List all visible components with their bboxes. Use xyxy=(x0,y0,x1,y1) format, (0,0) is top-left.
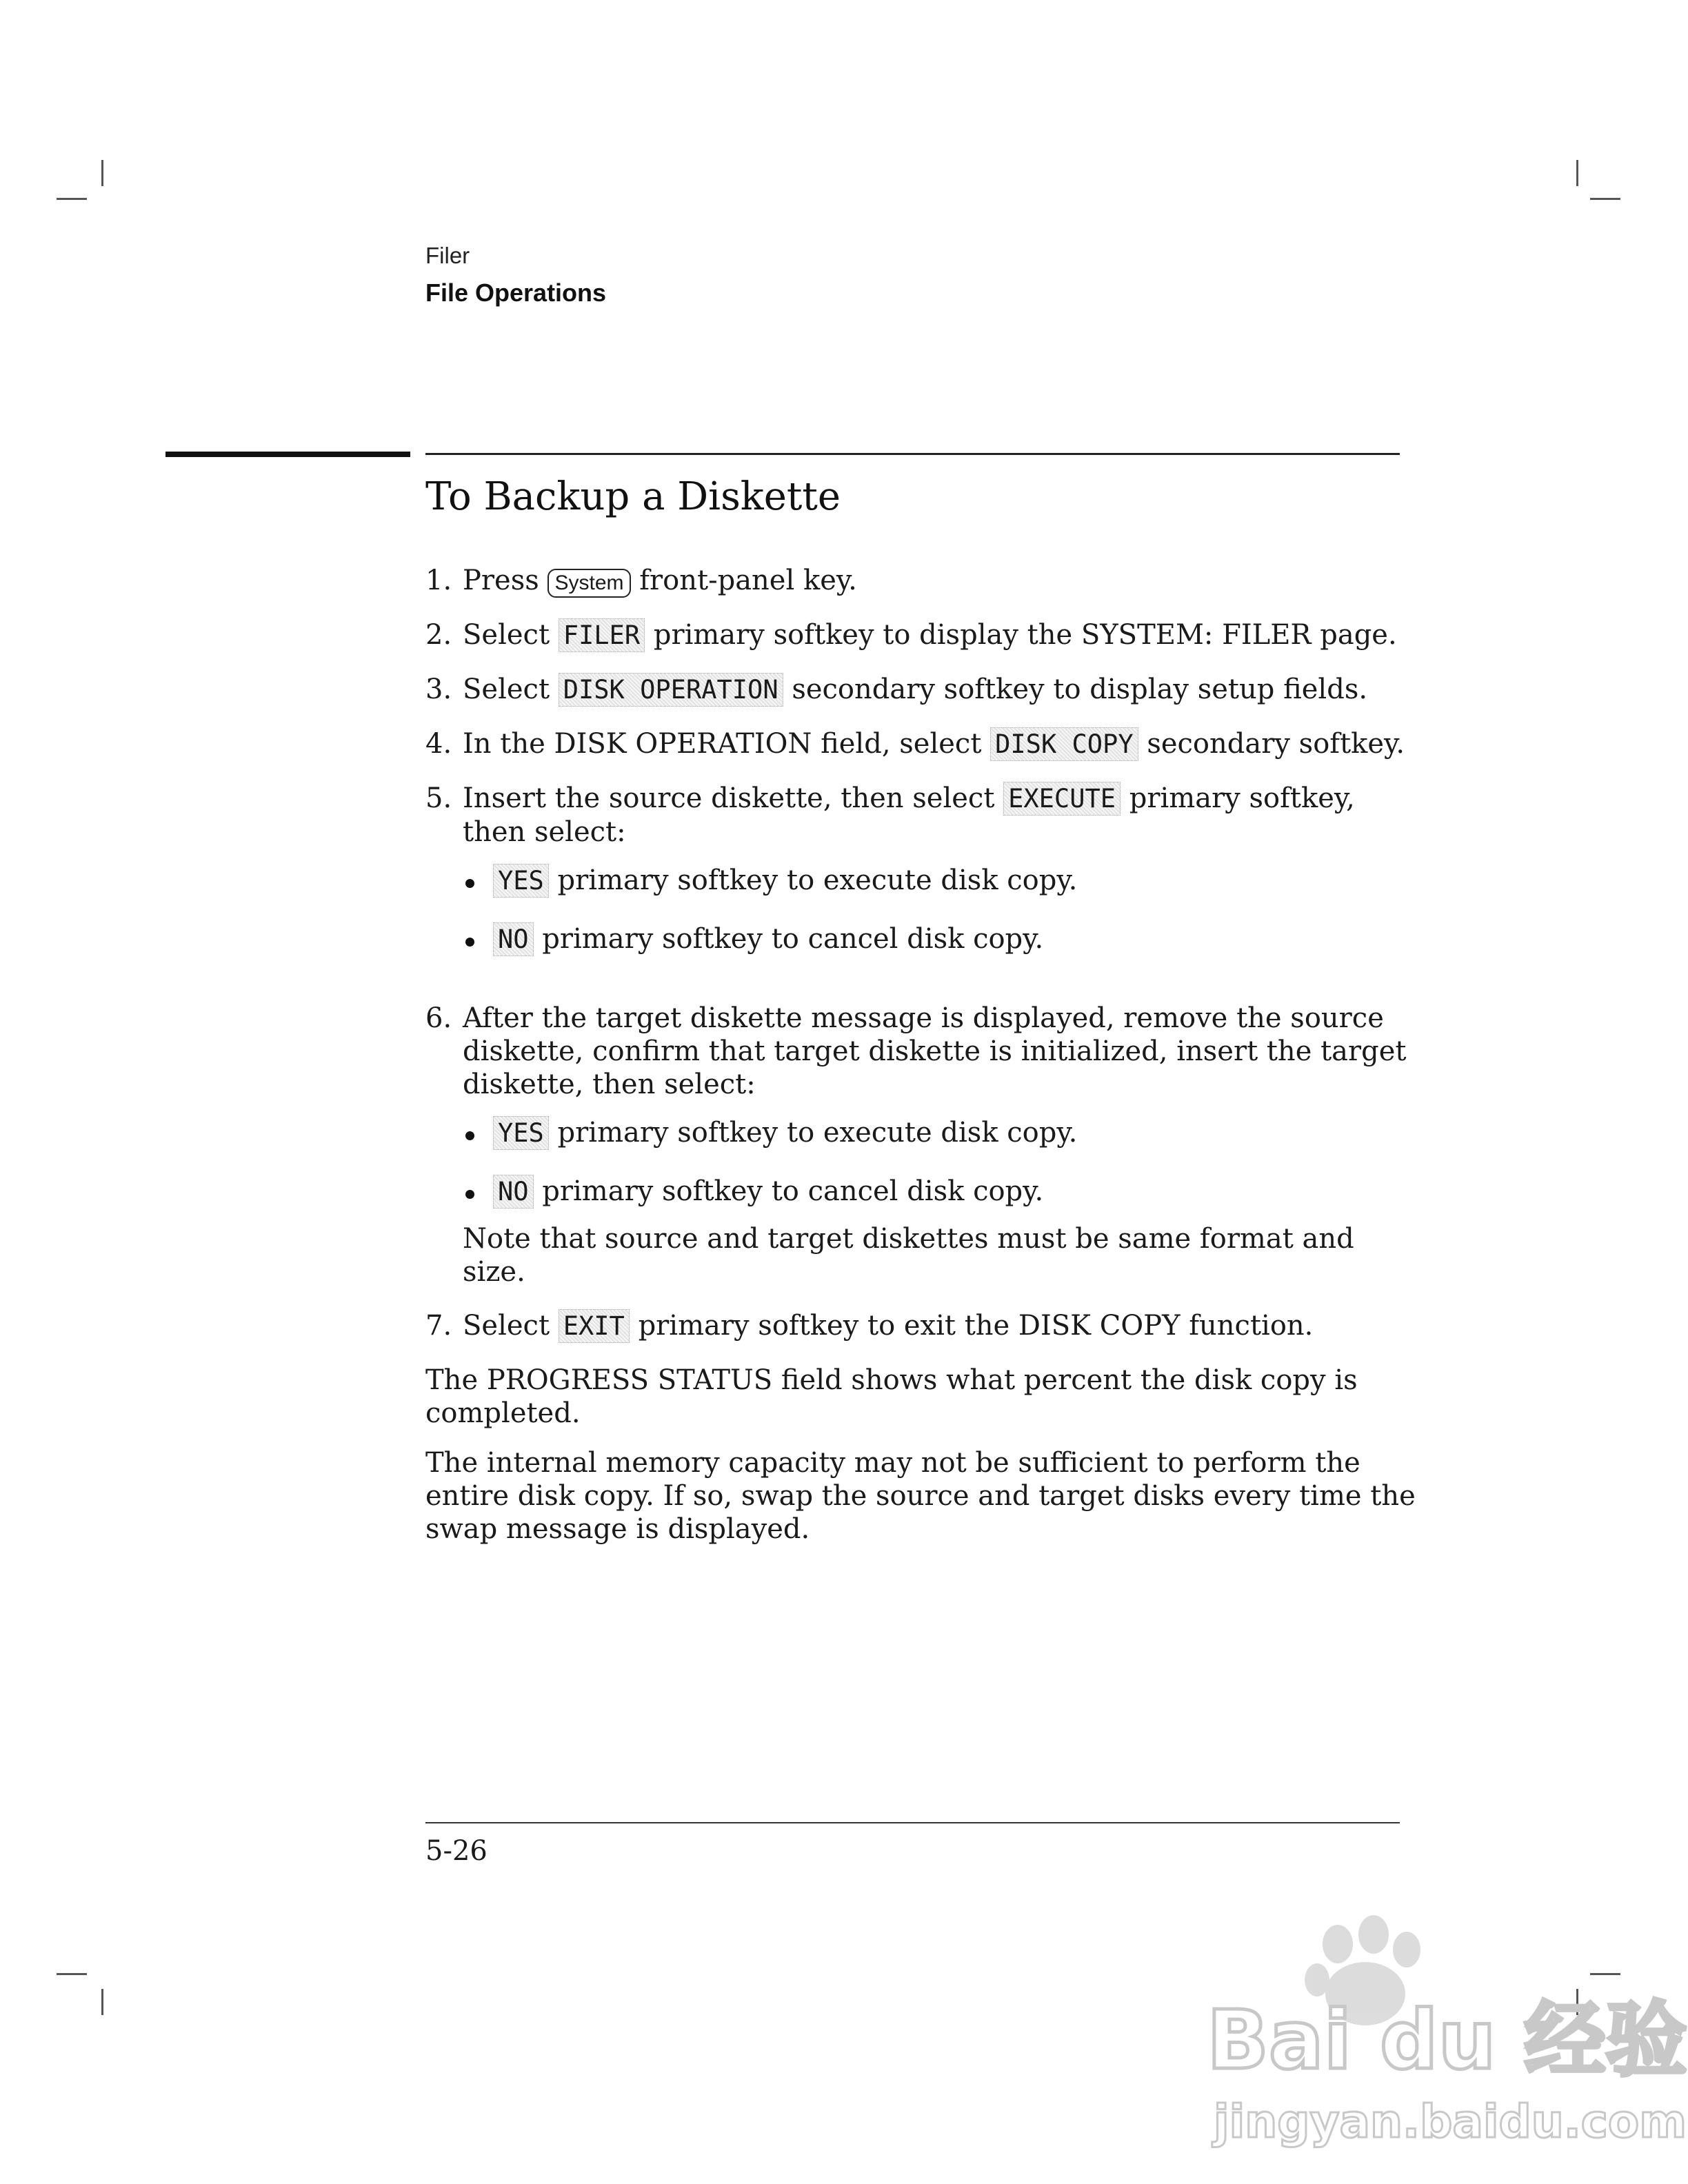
step-text: In the DISK OPERATION field, select xyxy=(463,728,982,760)
list-item-text: primary softkey to execute disk copy. xyxy=(557,1117,1078,1149)
step-1 xyxy=(425,564,1418,598)
step-text: Select xyxy=(463,674,550,705)
step-text: Press xyxy=(463,565,539,596)
step-text: Select xyxy=(463,1310,550,1342)
crop-mark xyxy=(1590,198,1620,200)
step-text: primary softkey, then select: xyxy=(463,782,1355,848)
step-2 xyxy=(425,618,1418,652)
step-number: 7. xyxy=(425,1310,452,1342)
procedure-content xyxy=(425,564,1418,1562)
filer-softkey: FILER xyxy=(559,618,645,652)
step-text: primary softkey to exit the DISK COPY function. xyxy=(638,1310,1314,1342)
choice-list xyxy=(463,864,1418,956)
disk-operation-softkey: DISK OPERATION xyxy=(559,673,783,707)
crop-mark xyxy=(1576,160,1578,186)
section-rule-thin xyxy=(425,453,1400,455)
list-item xyxy=(463,864,1418,898)
step-6 xyxy=(425,1002,1418,1222)
exit-softkey: EXIT xyxy=(559,1309,630,1343)
step-text: Select xyxy=(463,619,550,651)
step-text: secondary softkey. xyxy=(1147,728,1405,760)
body-paragraph: The PROGRESS STATUS field shows what percent the disk copy is completed. xyxy=(425,1364,1358,1429)
step-number: 3. xyxy=(425,674,452,705)
step-5 xyxy=(425,782,1418,981)
crop-mark xyxy=(57,198,87,200)
section-rule-thick xyxy=(165,452,410,457)
list-item-text: primary softkey to execute disk copy. xyxy=(557,865,1078,896)
watermark-logo-text: Bai du 经验 xyxy=(1207,1992,1687,2087)
crop-mark xyxy=(57,1973,87,1975)
step-number: 4. xyxy=(425,728,452,760)
page-title: To Backup a Diskette xyxy=(425,474,841,519)
crop-mark xyxy=(101,1989,103,2015)
step-3 xyxy=(425,673,1418,707)
step-number: 6. xyxy=(425,1002,452,1034)
crop-mark xyxy=(101,160,103,186)
list-item xyxy=(463,922,1418,956)
yes-softkey: YES xyxy=(493,864,549,898)
step-number: 2. xyxy=(425,619,452,651)
body-paragraph: The internal memory capacity may not be sufficient to perform the entire disk copy. If so, swap the source and target disks every time the swap message is displayed. xyxy=(425,1447,1416,1545)
watermark-url: jingyan.baidu.com xyxy=(1214,2095,1687,2148)
system-key: System xyxy=(547,569,630,598)
footer-rule xyxy=(425,1822,1400,1823)
list-item xyxy=(463,1175,1418,1209)
execute-softkey: EXECUTE xyxy=(1003,782,1121,816)
step-text: secondary softkey to display setup fields. xyxy=(792,674,1368,705)
running-header-subsection: File Operations xyxy=(425,279,607,307)
baidu-watermark-logo xyxy=(1193,1917,1687,2151)
list-item-text: primary softkey to cancel disk copy. xyxy=(542,1175,1044,1207)
choice-list xyxy=(463,1116,1418,1209)
disk-copy-softkey: DISK COPY xyxy=(990,727,1138,761)
step-note: Note that source and target diskettes must be same format and size. xyxy=(463,1223,1354,1288)
list-item-text: primary softkey to cancel disk copy. xyxy=(542,923,1044,955)
running-header-section: Filer xyxy=(425,243,470,268)
crop-mark xyxy=(1590,1973,1620,1975)
step-text: primary softkey to display the SYSTEM: FILER page. xyxy=(653,619,1397,651)
list-item xyxy=(463,1116,1418,1150)
step-7 xyxy=(425,1309,1418,1343)
no-softkey: NO xyxy=(493,922,534,956)
yes-softkey: YES xyxy=(493,1116,549,1150)
step-text: After the target diskette message is displayed, remove the source diskette, confirm that target diskette is initialized, insert the target diskette, then select: xyxy=(463,1002,1407,1100)
page-number: 5-26 xyxy=(425,1835,488,1867)
step-text: front-panel key. xyxy=(639,565,857,596)
no-softkey: NO xyxy=(493,1175,534,1209)
step-number: 5. xyxy=(425,782,452,814)
step-4 xyxy=(425,727,1418,761)
step-text: Insert the source diskette, then select xyxy=(463,782,995,814)
step-number: 1. xyxy=(425,565,452,596)
